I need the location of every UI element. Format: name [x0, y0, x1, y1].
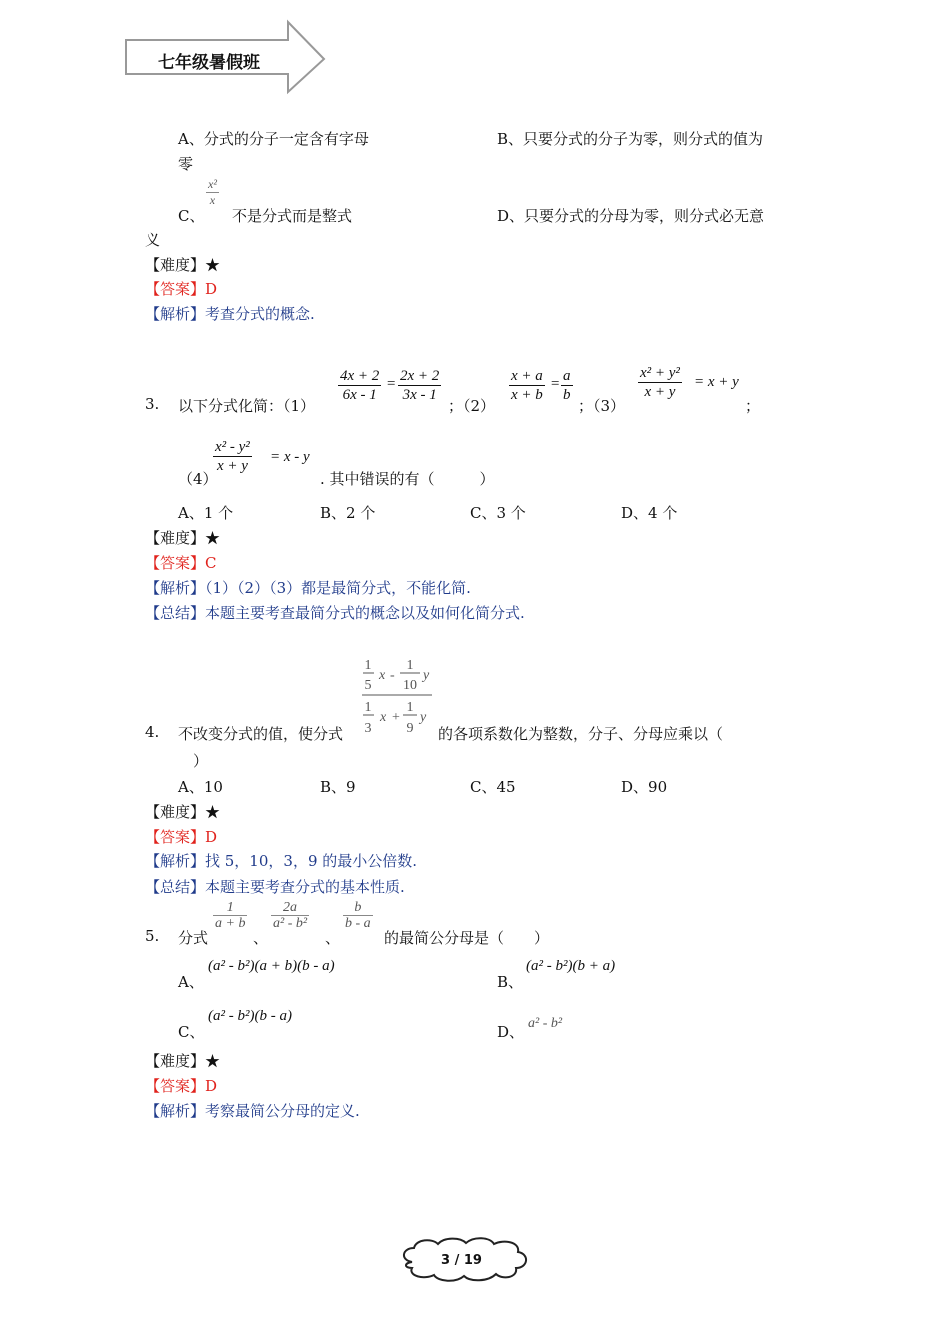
svg-text:1: 1	[406, 700, 414, 715]
svg-text:10: 10	[403, 678, 417, 693]
q2-difficulty: 【难度】★	[145, 256, 221, 274]
fraction-numerator: x + a	[511, 368, 543, 384]
q2-answer: 【答案】D	[145, 280, 218, 298]
q3-eq1-right-fraction	[398, 367, 441, 404]
q4-analysis: 【解析】找 5，10，3，9 的最小公倍数.	[145, 852, 418, 870]
q2-option-c-label: C、	[178, 207, 205, 225]
q5-stem: 分式	[178, 929, 209, 947]
q2-option-b: B、只要分式的分子为零，则分式的值为	[497, 130, 764, 148]
svg-text:x: x	[380, 710, 387, 725]
q5-option-d-expr: a² - b²	[528, 1016, 563, 1031]
q2-option-d: D、只要分式的分母为零，则分式必无意	[497, 207, 765, 225]
fraction-denominator: 6x - 1	[342, 387, 377, 403]
q3-option-c: C、3 个	[470, 504, 526, 522]
q5-fraction-1	[213, 900, 247, 931]
q3-stem: 以下分式化简：（1）	[178, 397, 316, 415]
fraction-denominator: b - a	[345, 916, 371, 931]
q5-number: 5.	[145, 927, 160, 945]
svg-text:x: x	[379, 668, 386, 683]
q3-separator-2: ；（3）	[578, 397, 626, 415]
q3-analysis: 【解析】（1）（2）（3）都是最简分式，不能化简.	[145, 579, 471, 597]
q5-separator-1: 、	[253, 929, 269, 947]
q5-stem-tail: 的最简公分母是（ ）	[384, 929, 550, 947]
q3-eq3-fraction	[638, 364, 682, 401]
q3-option-a: A、1 个	[178, 504, 234, 522]
fraction-numerator: 4x + 2	[340, 368, 380, 384]
q5-fraction-3	[343, 900, 373, 931]
q4-option-d: D、90	[621, 778, 668, 796]
fraction-denominator: x + y	[644, 384, 676, 400]
q4-stem: 不改变分式的值，使分式	[178, 725, 344, 743]
q3-eq2-right-fraction	[561, 367, 573, 404]
q3-option-d: D、4 个	[621, 504, 678, 522]
q2-option-c-text: 不是分式而是整式	[232, 207, 353, 225]
q2-option-a: A、分式的分子一定含有字母	[178, 130, 369, 148]
q4-answer: 【答案】D	[145, 828, 218, 846]
q3-eq1-equals: =	[386, 376, 397, 392]
svg-text:-: -	[390, 668, 395, 683]
fraction-numerator: x² + y²	[640, 365, 680, 381]
q3-eq1-left-fraction	[338, 367, 381, 404]
q5-option-c-expr: (a² - b²)(b - a)	[208, 1008, 292, 1024]
svg-text:1: 1	[406, 658, 414, 673]
svg-text:1: 1	[364, 700, 372, 715]
svg-text:+: +	[392, 710, 400, 725]
fraction-denominator: 3x - 1	[402, 387, 437, 403]
svg-text:9: 9	[406, 721, 414, 736]
fraction-denominator: x	[209, 193, 216, 207]
q3-summary: 【总结】本题主要考查最简分式的概念以及如何化简分式.	[145, 604, 525, 622]
fraction-denominator: a + b	[215, 916, 246, 931]
q2-option-d-wrap: 义	[145, 231, 161, 249]
q3-eq4-rhs: = x - y	[270, 449, 310, 465]
fraction-numerator: x²	[208, 177, 217, 191]
q3-difficulty: 【难度】★	[145, 529, 221, 547]
header-banner-title: 七年级暑假班	[158, 53, 260, 73]
q4-stem-tail: 的各项系数化为整数，分子、分母应乘以（	[438, 725, 724, 743]
fraction-numerator: b	[343, 900, 373, 916]
q3-eq2-equals: =	[550, 376, 561, 392]
q5-answer: 【答案】D	[145, 1077, 218, 1095]
q3-number: 3.	[145, 395, 160, 413]
svg-text:1: 1	[364, 658, 372, 673]
q5-difficulty: 【难度】★	[145, 1052, 221, 1070]
svg-text:5: 5	[364, 678, 372, 693]
q3-stem-tail: . 其中错误的有（ ）	[320, 470, 495, 488]
q3-answer: 【答案】C	[145, 554, 217, 572]
q5-option-d-label: D、	[497, 1023, 525, 1041]
q5-option-b-label: B、	[497, 973, 524, 991]
svg-text:3: 3	[364, 721, 372, 736]
q4-summary: 【总结】本题主要考查分式的基本性质.	[145, 878, 405, 896]
q5-separator-2: 、	[325, 929, 341, 947]
fraction-numerator: 2a	[271, 900, 309, 916]
q4-difficulty: 【难度】★	[145, 803, 221, 821]
svg-text:y: y	[420, 710, 427, 725]
q5-option-a-label: A、	[178, 973, 204, 991]
q5-option-c-label: C、	[178, 1023, 205, 1041]
fraction-denominator: x + b	[511, 387, 543, 403]
q4-complex-fraction	[360, 652, 440, 740]
q3-eq3-rhs: = x + y	[694, 374, 739, 390]
q4-option-a: A、10	[178, 778, 223, 796]
q3-eq2-left-fraction	[509, 367, 545, 404]
svg-text:y: y	[423, 668, 430, 683]
fraction-numerator: 2x + 2	[400, 368, 440, 384]
q3-separator-1: ；（2）	[448, 397, 496, 415]
fraction-denominator: x + y	[216, 458, 248, 474]
q5-fraction-2	[271, 900, 309, 931]
q5-option-a-expr: (a² - b²)(a + b)(b - a)	[208, 958, 335, 974]
q3-separator-3: ；	[745, 397, 761, 415]
q3-eq4-fraction	[213, 438, 252, 475]
fraction-denominator: a² - b²	[273, 916, 308, 931]
fraction-numerator: a	[563, 368, 571, 384]
q4-number: 4.	[145, 723, 160, 741]
fraction-numerator: 1	[213, 900, 247, 916]
q4-stem-wrap: ）	[193, 752, 209, 770]
q3-part4-label: （4）	[178, 470, 218, 488]
q5-analysis: 【解析】考察最简公分母的定义.	[145, 1102, 360, 1120]
fraction-numerator: x² - y²	[215, 439, 250, 455]
q2-option-c-fraction	[206, 177, 219, 208]
q4-option-c: C、45	[470, 778, 516, 796]
fraction-denominator: b	[563, 387, 571, 403]
q3-option-b: B、2 个	[320, 504, 376, 522]
q5-option-b-expr: (a² - b²)(b + a)	[526, 958, 616, 974]
q4-option-b: B、9	[320, 778, 356, 796]
footer-page-number: 3 / 19	[441, 1253, 482, 1268]
q2-analysis: 【解析】考查分式的概念.	[145, 305, 315, 323]
q2-option-b-wrap: 零	[178, 155, 194, 173]
